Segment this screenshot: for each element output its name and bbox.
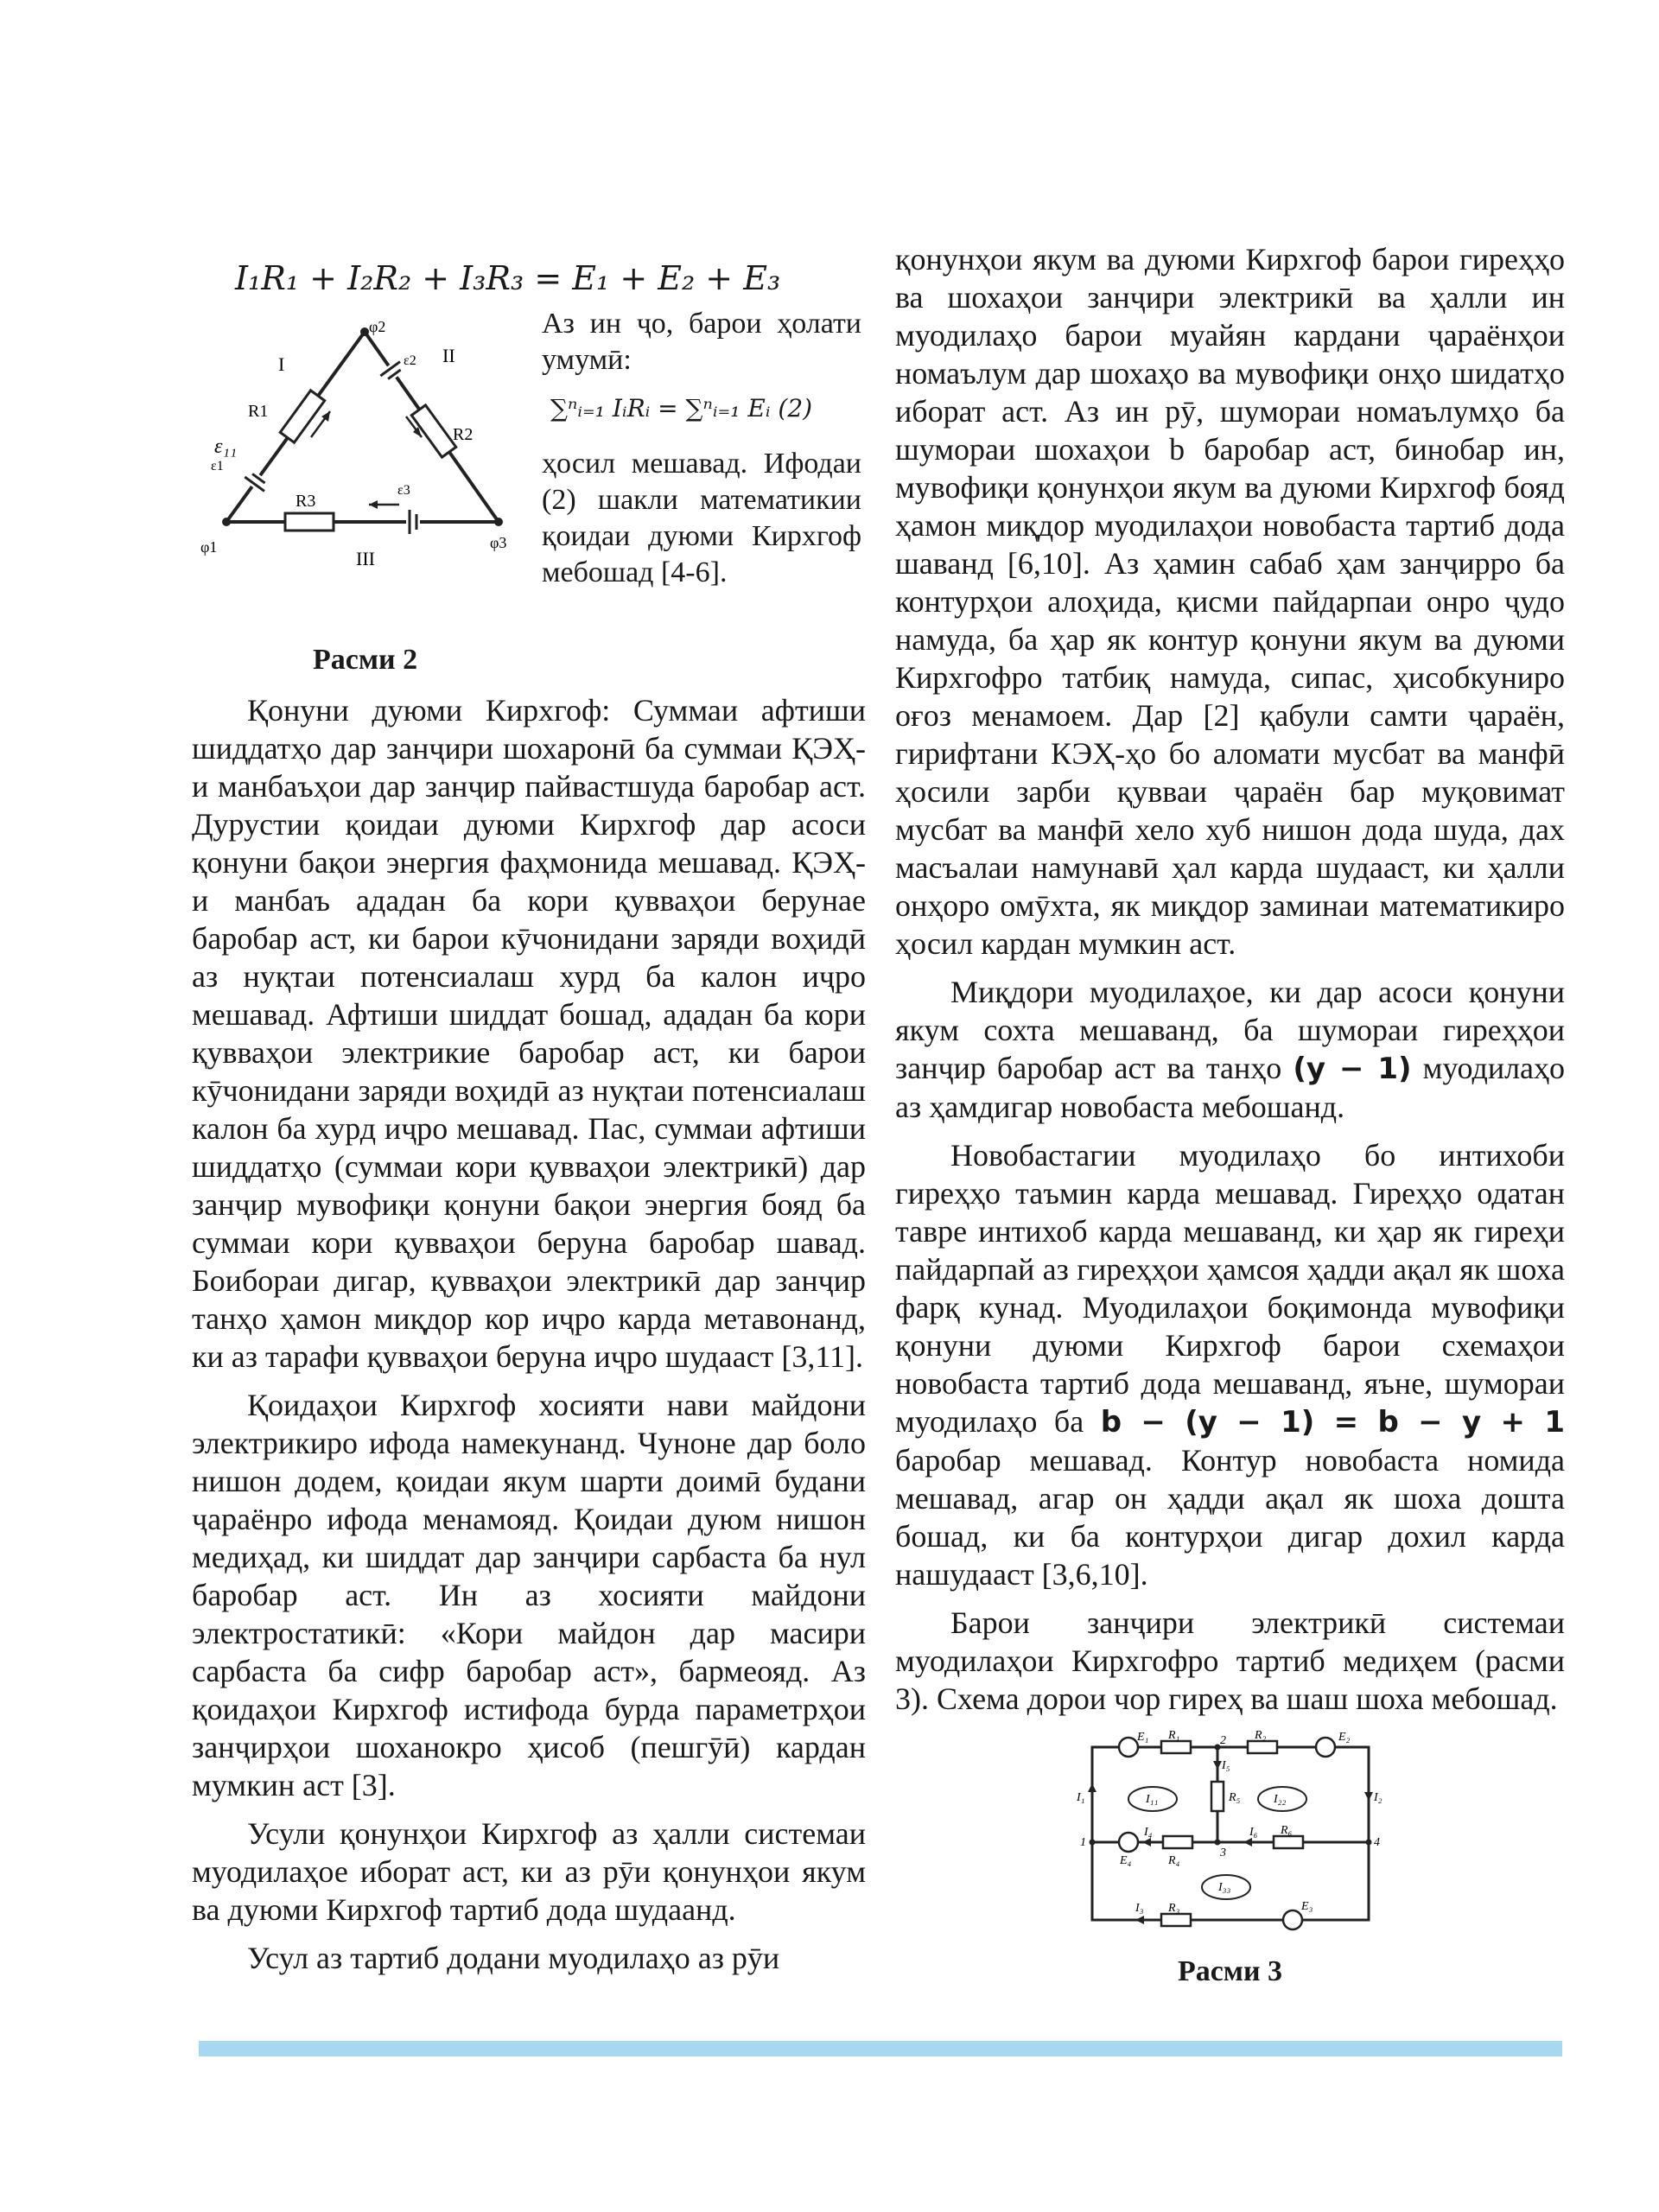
sum-formula: ∑ⁿᵢ₌₁ IᵢRᵢ = ∑ⁿᵢ₌₁ Eᵢ (2) <box>550 394 813 423</box>
figure-2-block <box>192 306 866 634</box>
paragraph <box>895 973 1565 1126</box>
svg-text:φ2: φ2 <box>369 318 386 335</box>
svg-text:ε₁₁: ε₁₁ <box>214 435 238 458</box>
svg-text:I₃₃: I₃₃ <box>1217 1881 1230 1894</box>
paragraph: Қоидаҳои Кирхгоф хосияти нави майдони электрикиро ифода намекунанд. Чуноне дар боло нишон додем, қоидаи якум шарти доимӣ будани ҷараёнро ифода менамояд. Қоидаи дуюм нишон медиҳад, ки шиддат дар занҷири сарбаста ба нул баробар аст. Ин аз хосияти майдони электростатикӣ: «Кори майдон дар масири сарбаста ба сифр баробар аст», бармеояд. Аз қоидаҳои Кирхгоф истифода бурда параметрҳои занҷирҳои шоханокро ҳисоб (пешгӯӣ) кардан мумкин аст [3]. <box>192 1388 866 1802</box>
svg-text:ε3: ε3 <box>397 483 410 498</box>
svg-text:R₆: R₆ <box>1280 1824 1292 1837</box>
figure-2-side-text <box>542 306 861 591</box>
svg-text:E₂: E₂ <box>1338 1731 1350 1744</box>
figure-2-caption: Расми 2 <box>313 644 418 676</box>
svg-text:R1: R1 <box>248 402 269 421</box>
svg-text:4: 4 <box>1373 1836 1380 1849</box>
paragraph-text: Миқдори муодилаҳое, ки дар асоси қонуни якум сохта мешаванд, ба шумораи гиреҳҳои занҷир баробар аст ва танҳо <box>895 975 1565 1085</box>
svg-text:I₄: I₄ <box>1143 1826 1153 1839</box>
svg-text:I₁₁: I₁₁ <box>1145 1793 1158 1806</box>
paragraph <box>895 1136 1565 1593</box>
paragraph-continued: қонунҳои якум ва дуюми Кирхгоф барои гиреҳҳо ва шохаҳои занҷири электрикӣ ва ҳалли ин муодилаҳо барои муайян кардани ҷараёнҳои номаълум дар шохаҳо ва мувофиқи онҳо шидатҳо иборат аст. Аз ин рӯ, шумораи номаълумҳо ба шумораи шохаҳои b баробар аст, бинобар ин, мувофиқи қонунҳои якум ва дуюми Кирхгоф бояд ҳамон миқдор муодилаҳои новобаста тартиб дода шаванд [6,10]. Аз ҳамин сабаб ҳам занҷирро ба контурҳои алоҳида, қисми пайдарпаи онро ҷудо намуда, ба ҳар як контур қонуни якум ва дуюми Кирхгофро татбиқ намуда, сипас, ҳисобкуниро оғоз менамоем. Дар [2] қабули самти ҷараён, гирифтани КЭҲ-ҳо бо аломати мусбат ва манфӣ ҳосили зарби қувваи ҷараён бар муқовимат мусбат ва манфӣ хело хуб нишон дода шуда, дах масъалаи намунавӣ ҳал карда шудааст, ки ҳалли онҳоро омӯхта, як миқдор заминаи математикиро ҳосил кардан мумкин аст. <box>895 242 1565 961</box>
svg-text:E₁: E₁ <box>1136 1731 1148 1744</box>
svg-text:III: III <box>356 548 375 569</box>
svg-text:R₅: R₅ <box>1228 1791 1240 1804</box>
paragraph-text: Новобастагии муодилаҳо бо интихоби гиреҳҳо таъмин карда мешавад. Гиреҳҳо одатан тавре интихоб карда мешаванд, ки ҳар як гиреҳи пайдарпай аз гиреҳҳои ҳамсоя ҳадди ақал як шоха фарқ кунад. Муодилаҳои боқимонда мувофиқи қонуни дуюми Кирхгоф барои схемаҳои новобаста тартиб дода мешаванд, яъне, шумораи муодилаҳо ба <box>895 1138 1565 1439</box>
inline-formula: (y − 1) <box>1293 1052 1412 1086</box>
side-text-intro: Аз ин ҷо, барои ҳолати умумӣ: <box>542 308 861 376</box>
svg-text:ε1: ε1 <box>211 459 224 474</box>
svg-text:2: 2 <box>1219 1734 1226 1747</box>
svg-text:ε2: ε2 <box>404 353 416 368</box>
svg-text:E₃: E₃ <box>1300 1900 1313 1913</box>
paragraph-text: муодилаҳо аз ҳамдигар новобаста мебошанд. <box>895 1051 1566 1124</box>
svg-text:E₄: E₄ <box>1119 1854 1131 1867</box>
svg-text:3: 3 <box>1219 1847 1226 1859</box>
svg-text:φ3: φ3 <box>490 534 507 551</box>
svg-text:R₂: R₂ <box>1254 1730 1266 1742</box>
figure-2-circuit <box>192 306 537 634</box>
svg-text:1: 1 <box>1079 1836 1086 1849</box>
svg-text:R2: R2 <box>453 425 474 444</box>
svg-text:R3: R3 <box>296 492 316 511</box>
svg-text:R₁: R₁ <box>1167 1730 1179 1742</box>
paragraph: Қонуни дуюми Кирхгоф: Суммаи афтиши шиддатҳо дар занҷири шохаронӣ ба суммаи ҚЭҲ-и манбаъҳои дар занҷир пайвастшуда баробар аст. Дурустии қоидаи дуюми Кирхгоф дар асоси қонуни бақои энергия фаҳмонида мешавад. ҚЭҲ-и манбаъ ададан ба кори қувваҳои берунае баробар аст, ки барои кӯчонидани заряди воҳидӣ аз нуқтаи потенсиалаш хурд ба калон иҷро мешавад. Афтиши шиддат бошад, ададан ба кори қувваҳои электрикие баробар аст, ки барои кӯчонидани заряди воҳидӣ аз нуқтаи потенсиалаш калон ба хурд иҷро мешавад. Пас, суммаи афтиши шиддатҳо (суммаи кори қувваҳои электрикӣ) дар занҷир мувофиқи қонуни бақои энергия бояд ба суммаи кори қувваҳои беруна баробар шавад. Боибораи дигар, қувваҳои электрикӣ дар занҷир танҳо ҳамон миқдор кор иҷро карда метавонанд, ки аз тарафи қувваҳои беруна иҷро шудааст [3,11]. <box>192 693 866 1374</box>
svg-text:I: I <box>278 353 285 375</box>
svg-text:I₅: I₅ <box>1221 1759 1230 1772</box>
right-column <box>895 240 1565 2003</box>
svg-text:R₄: R₄ <box>1167 1854 1179 1867</box>
svg-text:I₂₂: I₂₂ <box>1273 1793 1286 1806</box>
paragraph: Усули қонунҳои Кирхгоф аз ҳалли системаи муодилаҳое иборат аст, ки аз рӯи қонунҳои якум ва дуюми Кирхгоф тартиб дода шудаанд. <box>192 1816 866 1927</box>
footer-bar <box>199 2041 1562 2056</box>
paragraph: Усул аз тартиб додани муодилаҳо аз рӯи <box>247 1941 780 1975</box>
svg-text:I₆: I₆ <box>1249 1826 1258 1839</box>
svg-text:I₃: I₃ <box>1135 1902 1144 1915</box>
svg-text:R₃: R₃ <box>1167 1902 1179 1915</box>
svg-text:I₁: I₁ <box>1076 1791 1085 1804</box>
kirchhoff-equation: I₁R₁ + I₂R₂ + I₃R₃ = E₁ + E₂ + E₃ <box>235 259 781 297</box>
paragraph: Барои занҷири электрикӣ системаи муодилаҳои Кирхгофро тартиб медиҳем (расми 3). Схема дорои чор гиреҳ ва шаш шоха мебошад. <box>895 1605 1565 1716</box>
paragraph-text: баробар мешавад. Контур новобаста номида мешавад, агар он ҳадди ақал як шоха дошта бошад, ки ба контурҳои дигар дохил карда нашудааст [3,6,10]. <box>895 1443 1565 1592</box>
left-column <box>192 259 866 1987</box>
figure-3-block <box>895 1730 1565 1991</box>
svg-text:II: II <box>442 345 455 366</box>
inline-formula: b − (y − 1) = b − y + 1 <box>1100 1405 1565 1440</box>
figure-3-circuit <box>1066 1730 1395 1937</box>
svg-text:φ1: φ1 <box>200 538 218 556</box>
svg-text:I₂: I₂ <box>1373 1791 1382 1804</box>
side-text-result: ҳосил мешавад. Ифодаи (2) шакли математикии қоидаи дуюми Кирхгоф мебошад [4-6]. <box>542 448 861 588</box>
figure-3-caption: Расми 3 <box>1177 1955 1283 1987</box>
